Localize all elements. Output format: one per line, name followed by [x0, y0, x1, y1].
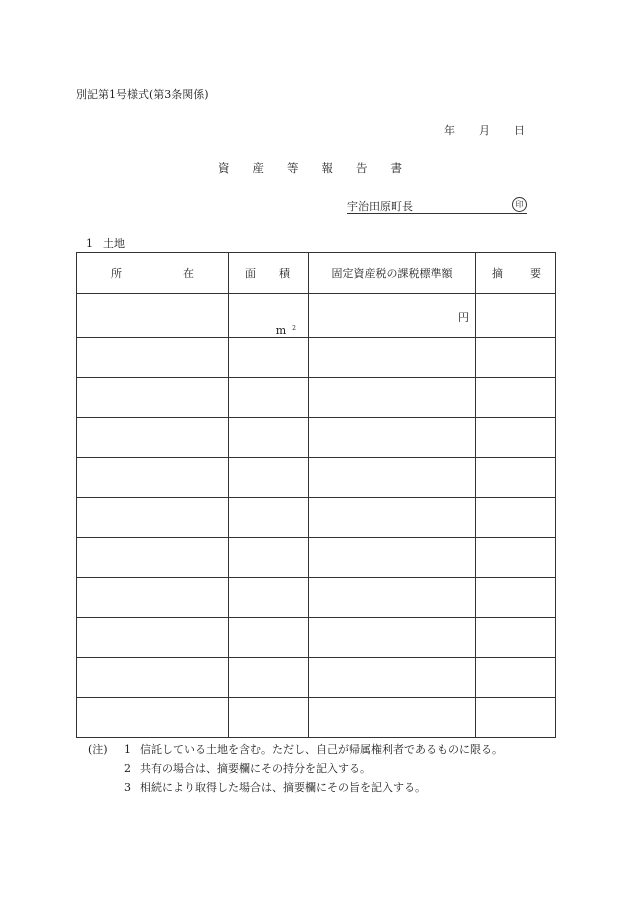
cell-area[interactable] [229, 658, 309, 698]
cell-assessed-value[interactable] [309, 658, 476, 698]
header-remarks-char: 要 [530, 267, 541, 280]
cell-remarks[interactable] [476, 538, 556, 578]
title-char: 書 [390, 161, 402, 175]
cell-area[interactable] [229, 538, 309, 578]
table-row [77, 498, 556, 538]
notes-prefix: (注) [88, 743, 108, 756]
table-header-row [77, 253, 556, 294]
table-row [77, 294, 556, 338]
cell-remarks[interactable] [476, 378, 556, 418]
cell-area[interactable] [229, 294, 309, 338]
addressee-label: 宇治田原町長 [347, 200, 413, 213]
table-row [77, 458, 556, 498]
document-title [218, 160, 402, 176]
title-char: 報 [321, 161, 333, 175]
cell-location[interactable] [77, 658, 229, 698]
cell-remarks[interactable] [476, 338, 556, 378]
cell-assessed-value[interactable] [309, 538, 476, 578]
header-area-char: 面 [245, 267, 256, 280]
cell-location[interactable] [77, 294, 229, 338]
cell-location[interactable] [77, 538, 229, 578]
unit-yen: 円 [458, 311, 469, 324]
cell-location[interactable] [77, 618, 229, 658]
table-row [77, 538, 556, 578]
header-area [229, 253, 309, 294]
cell-remarks[interactable] [476, 618, 556, 658]
header-remarks-char: 摘 [492, 267, 503, 280]
header-location [77, 253, 229, 294]
cell-area[interactable] [229, 578, 309, 618]
cell-remarks[interactable] [476, 658, 556, 698]
date-line [444, 122, 525, 138]
cell-area[interactable] [229, 498, 309, 538]
table-row [77, 658, 556, 698]
cell-location[interactable] [77, 458, 229, 498]
cell-location[interactable] [77, 698, 229, 738]
table-row [77, 378, 556, 418]
cell-assessed-value[interactable] [309, 698, 476, 738]
note-text: 信託している土地を含む。ただし、自己が帰属権利者であるものに限る。 [140, 743, 503, 756]
note-text: 相続により取得した場合は、摘要欄にその旨を記入する。 [140, 781, 426, 794]
cell-remarks[interactable] [476, 498, 556, 538]
table-row [77, 618, 556, 658]
cell-assessed-value[interactable] [309, 338, 476, 378]
header-assessed-value: 固定資産税の課税標準額 [309, 253, 476, 294]
title-char: 告 [356, 161, 368, 175]
addressee-line [347, 198, 527, 214]
note-text: 共有の場合は、摘要欄にその持分を記入する。 [140, 762, 371, 775]
cell-area[interactable] [229, 378, 309, 418]
land-table [76, 252, 556, 738]
cell-location[interactable] [77, 418, 229, 458]
header-location-char: 在 [183, 267, 194, 280]
cell-location[interactable] [77, 338, 229, 378]
note-item [88, 740, 503, 759]
title-char: 等 [287, 161, 299, 175]
form-reference: 別記第1号様式(第3条関係) [76, 88, 209, 101]
note-number: 1 [124, 743, 131, 756]
date-month: 月 [479, 124, 490, 137]
unit-area: m 2 [275, 324, 296, 337]
cell-area[interactable] [229, 458, 309, 498]
seal-mark: 印 [512, 197, 527, 212]
cell-area[interactable] [229, 338, 309, 378]
cell-assessed-value[interactable] [309, 578, 476, 618]
note-number: 3 [124, 781, 131, 794]
cell-remarks[interactable] [476, 418, 556, 458]
cell-assessed-value[interactable] [309, 378, 476, 418]
note-number: 2 [124, 762, 131, 775]
cell-area[interactable] [229, 418, 309, 458]
note-item [88, 778, 503, 797]
header-area-char: 積 [279, 267, 290, 280]
cell-remarks[interactable] [476, 578, 556, 618]
date-day: 日 [514, 124, 525, 137]
table-row [77, 338, 556, 378]
section-title: 土地 [103, 237, 125, 250]
header-remarks [476, 253, 556, 294]
cell-area[interactable] [229, 698, 309, 738]
cell-assessed-value[interactable] [309, 498, 476, 538]
cell-remarks[interactable] [476, 458, 556, 498]
cell-location[interactable] [77, 378, 229, 418]
cell-assessed-value[interactable] [309, 418, 476, 458]
cell-assessed-value[interactable] [309, 294, 476, 338]
note-item [88, 759, 503, 778]
section-number: 1 [86, 237, 93, 250]
table-row [77, 578, 556, 618]
table-row [77, 698, 556, 738]
cell-location[interactable] [77, 578, 229, 618]
cell-location[interactable] [77, 498, 229, 538]
title-char: 産 [252, 161, 264, 175]
cell-assessed-value[interactable] [309, 618, 476, 658]
cell-area[interactable] [229, 618, 309, 658]
title-char: 資 [218, 161, 230, 175]
cell-assessed-value[interactable] [309, 458, 476, 498]
cell-remarks[interactable] [476, 294, 556, 338]
header-location-char: 所 [111, 267, 122, 280]
table-row [77, 418, 556, 458]
notes [88, 740, 503, 797]
section-heading [86, 235, 125, 251]
cell-remarks[interactable] [476, 698, 556, 738]
date-year: 年 [444, 124, 455, 137]
